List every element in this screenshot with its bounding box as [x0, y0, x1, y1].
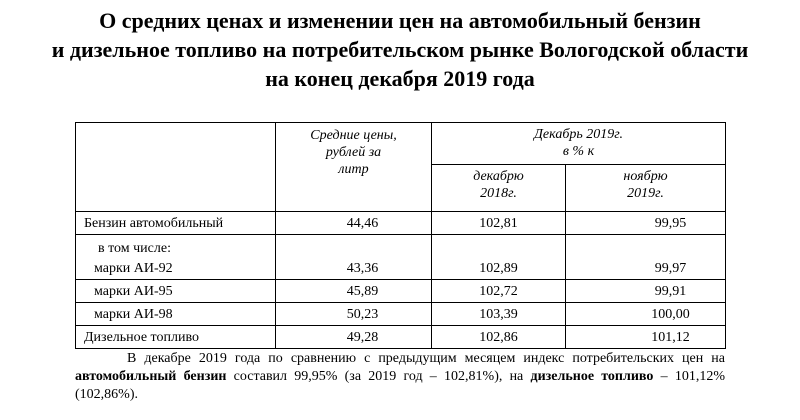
row-name-main: марки АИ-92 [94, 261, 173, 276]
header-vs-november-2019 [566, 165, 726, 212]
header-empty-cell [76, 123, 276, 212]
row-vs-november-2019: 99,97 [566, 235, 726, 280]
row-vs-december-2018: 103,39 [432, 303, 566, 326]
row-vs-november-2019: 101,12 [566, 326, 726, 349]
header-december-line-2: в % к [562, 144, 595, 159]
row-price: 45,89 [276, 280, 432, 303]
header-december-2019 [432, 123, 726, 165]
header-vs-nov-line-1: ноябрю [623, 169, 668, 185]
summary-text [75, 350, 725, 404]
table-row [76, 212, 726, 235]
fuel-prices-table [75, 122, 726, 349]
header-vs-dec-line-1: декабрю [473, 169, 524, 185]
row-name: марки АИ-95 [76, 280, 276, 303]
summary-paragraph [75, 350, 725, 404]
row-price: 43,36 [276, 235, 432, 280]
header-december-line-1: Декабрь 2019г. [534, 127, 624, 142]
row-name: марки АИ-98 [76, 303, 276, 326]
header-avg-price-line-3: литр [338, 162, 369, 177]
document-title [0, 6, 800, 93]
row-vs-december-2018: 102,89 [432, 235, 566, 280]
row-price: 49,28 [276, 326, 432, 349]
row-name-prefix: в том числе: [98, 241, 171, 256]
row-price: 50,23 [276, 303, 432, 326]
row-name [76, 235, 276, 280]
title-line-2: и дизельное топливо на потребительском рынке Вологодской области [51, 37, 749, 62]
row-name: Бензин автомобильный [76, 212, 276, 235]
header-avg-price [276, 123, 432, 212]
summary-bold-gasoline: автомобильный бензин [75, 369, 227, 384]
summary-part-2: составил 99,95% (за 2019 год – 102,81%), на [226, 369, 531, 384]
table-row [76, 280, 726, 303]
summary-part-3: – 101,12% (102,86%). [75, 369, 725, 402]
header-avg-price-line-1: Средние цены, [310, 128, 397, 143]
title-line-1: О средних ценах и изменении цен на автомобильный бензин [99, 8, 701, 33]
row-vs-november-2019: 99,91 [566, 280, 726, 303]
table-row [76, 326, 726, 349]
row-price: 44,46 [276, 212, 432, 235]
title-line-3: на конец декабря 2019 года [265, 66, 535, 91]
row-vs-november-2019: 100,00 [566, 303, 726, 326]
table-row [76, 235, 726, 280]
row-name: Дизельное топливо [76, 326, 276, 349]
header-avg-price-line-2: рублей за [325, 145, 382, 160]
header-vs-december-2018 [432, 165, 566, 212]
row-vs-december-2018: 102,72 [432, 280, 566, 303]
summary-part-1: В декабре 2019 года по сравнению с предыдущим месяцем индекс потребительских цен на [127, 351, 725, 366]
row-vs-december-2018: 102,81 [432, 212, 566, 235]
summary-bold-diesel: дизельное топливо [530, 369, 654, 384]
row-vs-december-2018: 102,86 [432, 326, 566, 349]
header-vs-nov-line-2: 2019г. [627, 186, 664, 202]
header-vs-dec-line-2: 2018г. [480, 186, 517, 202]
table-row [76, 303, 726, 326]
table-header-row [76, 123, 726, 165]
row-vs-november-2019: 99,95 [566, 212, 726, 235]
